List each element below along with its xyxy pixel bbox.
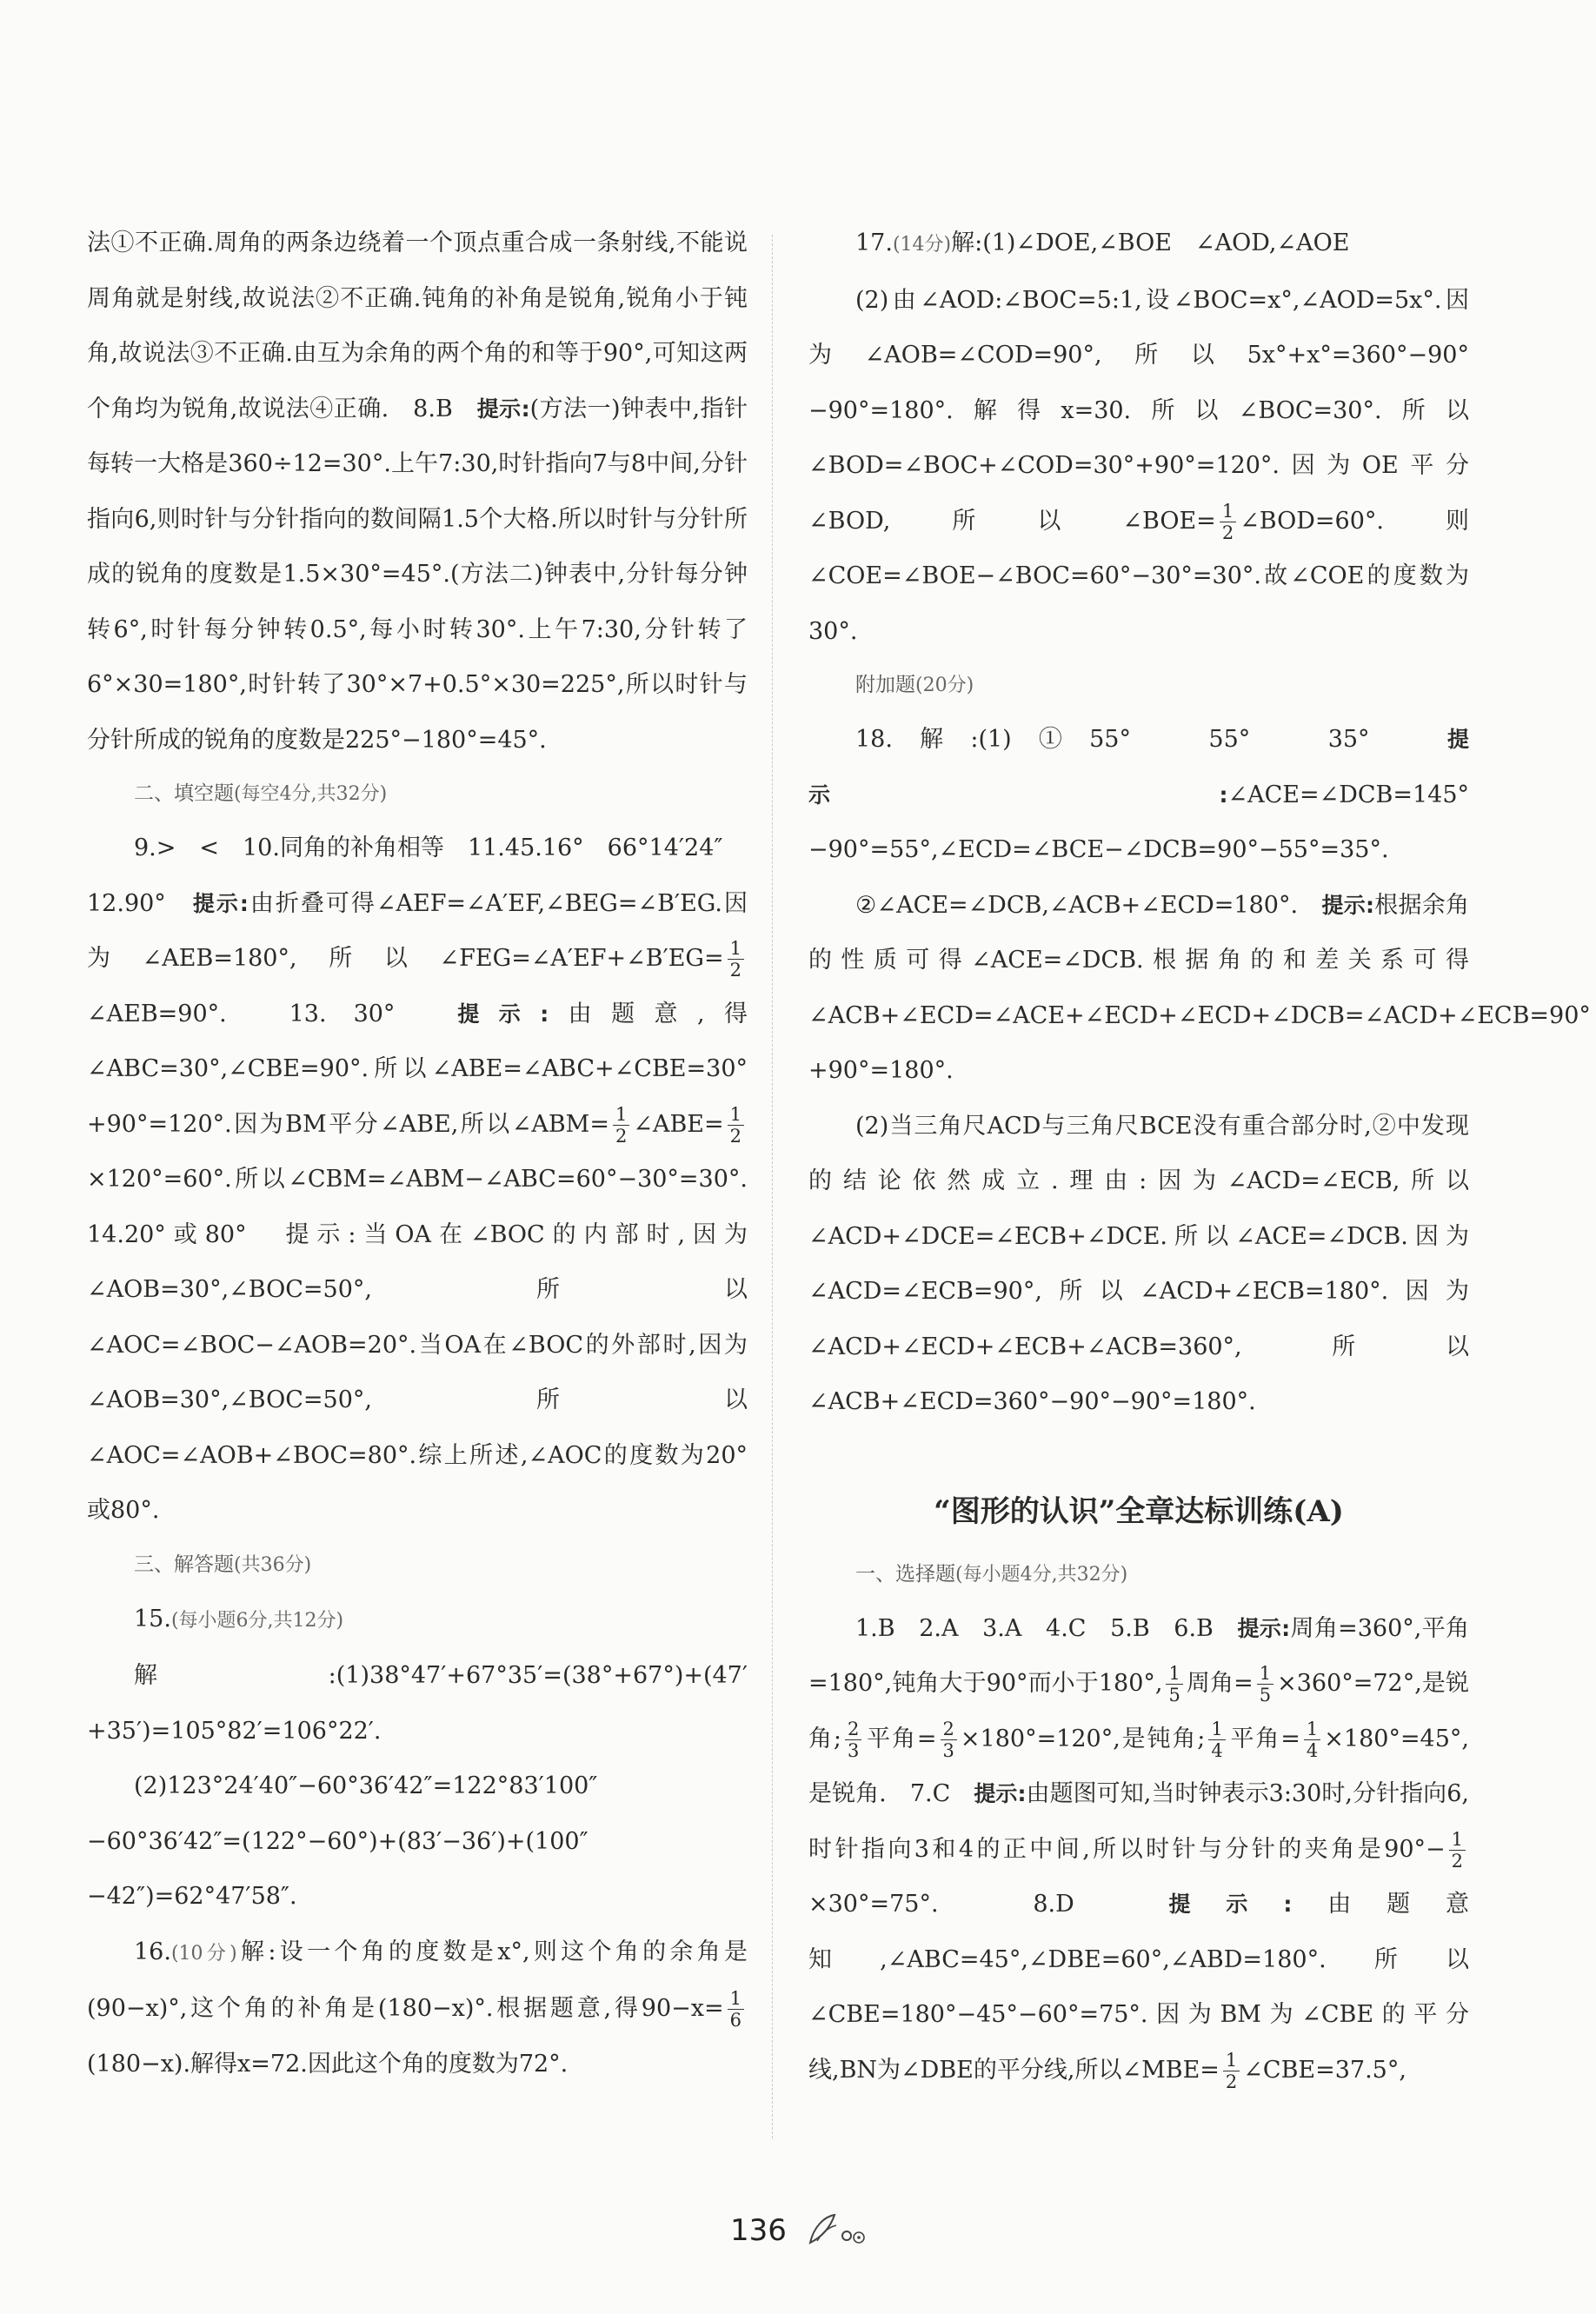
answer-q16: 16.(10分)解:设一个角的度数是x°,则这个角的余角是(90−x)°,这个角的补角是(180−x)°.根据题意,得90−x= $\frac{1}{6}$ (180−x).解得x=72.因此这个角的度数为72°.	[87, 1938, 748, 2078]
fraction: $\frac{1}{2}$	[613, 1104, 629, 1147]
answer-paragraph-1: 法①不正确.周角的两条边绕着一个顶点重合成一条射线,不能说周角就是射线,故说法②不正确.钝角的补角是锐角,锐角小于钝角,故说法③不正确.由互为余角的两个角的和等于90°,可知这两个角均为锐角,故说法④正确. 8.B 提示:(方法一)钟表中,指针每转一大格是360÷12=30°.上午7:30,时针指向7与8中间,分针指向6,则时针与分针指向的数间隔1.5个大格.所以时针与分针所成的锐角的度数是1.5×30°=45°.(方法二)钟表中,分针每分钟转6°,时针每分钟转0.5°,每小时转30°.上午7:30,分针转了6°×30=180°,时针转了30°×7+0.5°×30=225°,所以时针与分针所成的锐角的度数是225°−180°=45°.	[87, 229, 748, 754]
fraction: $\frac{1}{5}$	[1166, 1663, 1182, 1706]
answer-choice: 1.B 2.A 3.A 4.C 5.B 6.B 提示:周角=360°,平角=180°,钝角大于90°而小于180°, $\frac{1}{5}$ 周角= $\frac{1}{5}$ ×360°=72°,是锐角; $\frac{2}{3}$ 平角= $\frac{2}{3}$ ×180°=120°,是钝角; $\frac{1}{4}$ 平角= $\frac{1}{4}$ ×180°=45°,是锐角. 7.C 提示:由题图可知,当时钟表示3:30时,分针指向6,时针指向3和4的正中间,所以时针与分针的夹角是90°− $\frac{1}{2}$ ×30°=75°. 8.D 提示:由题意知,∠ABC=45°,∠DBE=60°,∠ABD=180°.所以∠CBE=180°−45°−60°=75°.因为BM为∠CBE的平分线,BN为∠DBE的平分线,所以∠MBE= $\frac{1}{2}$ ∠CBE=37.5°,	[808, 1614, 1470, 2092]
fraction: $\frac{2}{3}$	[845, 1719, 861, 1761]
fraction: $\frac{1}{2}$	[1223, 2050, 1240, 2092]
section-choice: 一、选择题(每小题4分,共32分)	[855, 1562, 1128, 1586]
left-column	[87, 216, 771, 2091]
answer-q18-2: (2)当三角尺ACD与三角尺BCE没有重合部分时,②中发现的结论依然成立.理由:因为∠ACD=∠ECB,所以∠ACD+∠DCE=∠ECB+∠DCE.所以∠ACE=∠DCB.因为∠ACD=∠ECB=90°,所以∠ACD+∠ECB=180°.因为∠ACD+∠ECD+∠ECB+∠ACB=360°,所以∠ACB+∠ECD=360°−90°−90°=180°.	[808, 1112, 1469, 1415]
fraction: $\frac{1}{4}$	[1304, 1719, 1320, 1761]
section-fill-blank: 二、填空题(每空4分,共32分)	[134, 782, 388, 805]
right-column	[808, 216, 1591, 2098]
column-divider	[772, 235, 773, 2138]
fraction: $\frac{1}{5}$	[1257, 1663, 1273, 1706]
fraction: $\frac{1}{2}$	[1220, 501, 1236, 543]
chapter-title: “图形的认识”全章达标训练(A)	[934, 1493, 1344, 1529]
leaf-ornament-icon	[805, 2210, 866, 2251]
answer-q15-2: (2)123°24′40″−60°36′42″=122°83′100″−60°36′42″=(122°−60°)+(83′−36′)+(100″−42″)=62°47′58″.	[87, 1772, 598, 1910]
fraction: $\frac{2}{3}$	[941, 1719, 957, 1761]
fraction: $\frac{1}{2}$	[728, 938, 744, 981]
fraction: $\frac{1}{6}$	[728, 1988, 744, 2031]
answer-q12-14: 12.90° 提示:由折叠可得∠AEF=∠A′EF,∠BEG=∠B′EG.因为∠AEB=180°,所以∠FEG=∠A′EF+∠B′EG= $\frac{1}{2}$ ∠AEB=90°. 13. 30° 提示:由题意,得∠ABC=30°,∠CBE=90°.所以∠ABE=∠ABC+∠CBE=30°+90°=120°.因为BM平分∠ABE,所以∠ABM= $\frac{1}{2}$ ∠ABE= $\frac{1}{2}$ ×120°=60°.所以∠CBM=∠ABM−∠ABC=60°−30°=30°. 14.20°或80° 提示:当OA在∠BOC的内部时,因为∠AOB=30°,∠BOC=50°,所以∠AOC=∠BOC−∠AOB=20°.当OA在∠BOC的外部时,因为∠AOB=30°,∠BOC=50°,所以∠AOC=∠AOB+∠BOC=80°.综上所述,∠AOC的度数为20°或80°.	[87, 889, 771, 1524]
answer-q9-11: 9.> < 10.同角的补角相等 11.45.16° 66°14′24″	[134, 835, 723, 861]
fraction: $\frac{1}{4}$	[1208, 1719, 1225, 1761]
fraction: $\frac{1}{2}$	[1449, 1829, 1466, 1872]
answer-q18-1b: ②∠ACE=∠DCB,∠ACB+∠ECD=180°. 提示:根据余角的性质可得∠ACE=∠DCB.根据角的和差关系可得∠ACB+∠ECD=∠ACE+∠ECD+∠ECD+∠DCB=∠ACD+∠ECB=90°+90°=180°.	[808, 891, 1591, 1084]
page-number: 136	[730, 2213, 787, 2248]
page-footer	[0, 2210, 1596, 2251]
q15-header: 15.(每小题6分,共12分)	[134, 1605, 344, 1632]
section-solutions: 三、解答题(共36分)	[134, 1553, 312, 1576]
answer-q18-1: 18.解:(1)①55° 55° 35° 提示:∠ACE=∠DCB=145°−90°=55°,∠ECD=∠BCE−∠DCB=90°−55°=35°.	[808, 726, 1469, 863]
section-extra: 附加题(20分)	[855, 674, 974, 696]
answer-q17-1: 17.(14分)解:(1)∠DOE,∠BOE ∠AOD,∠AOE	[855, 229, 1350, 256]
answer-q17-2: (2)由∠AOD:∠BOC=5:1,设∠BOC=x°,∠AOD=5x°.因为∠AOB=∠COD=90°,所以5x°+x°=360°−90°−90°=180°.解得x=30.所以∠BOC=30°.所以∠BOD=∠BOC+∠COD=30°+90°=120°.因为OE平分∠BOD,所以∠BOE= $\frac{1}{2}$ ∠BOD=60°.则∠COE=∠BOE−∠BOC=60°−30°=30°.故∠COE的度数为30°.	[808, 286, 1469, 645]
answer-q15-1: 解:(1)38°47′+67°35′=(38°+67°)+(47′+35′)=105°82′=106°22′.	[87, 1662, 748, 1745]
fraction: $\frac{1}{2}$	[728, 1104, 744, 1147]
